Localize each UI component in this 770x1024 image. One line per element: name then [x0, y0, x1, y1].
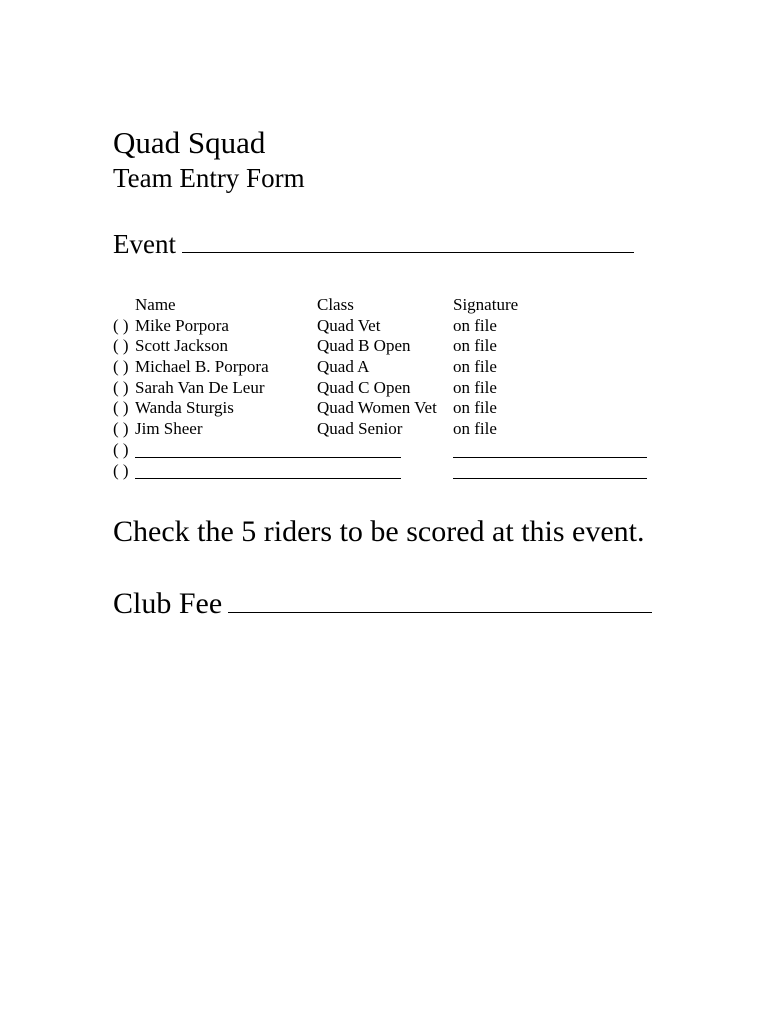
- event-input-line[interactable]: [182, 228, 634, 253]
- rider-name: Scott Jackson: [135, 336, 229, 356]
- blank-name-line[interactable]: [135, 464, 401, 479]
- rider-name: Jim Sheer: [135, 419, 203, 439]
- rider-signature: on file: [453, 398, 497, 418]
- rider-class: Quad Women Vet: [317, 398, 437, 418]
- blank-signature-line[interactable]: [453, 464, 647, 479]
- rider-name: Mike Porpora: [135, 315, 229, 335]
- rider-checkbox[interactable]: ( ): [113, 315, 129, 335]
- form-subtitle: Team Entry Form: [113, 163, 305, 193]
- rider-signature: on file: [453, 315, 497, 335]
- header-class: Class: [317, 295, 354, 314]
- rider-signature: on file: [453, 336, 497, 356]
- rider-checkbox[interactable]: ( ): [113, 398, 129, 418]
- blank-signature-line[interactable]: [453, 443, 647, 458]
- rider-checkbox[interactable]: ( ): [113, 419, 129, 439]
- rider-checkbox[interactable]: ( ): [113, 377, 129, 397]
- rider-checkbox[interactable]: ( ): [113, 336, 129, 356]
- rider-class: Quad Senior: [317, 419, 403, 439]
- club-fee-field: [113, 585, 652, 623]
- rider-signature: on file: [453, 419, 497, 439]
- scoring-instruction: Check the 5 riders to be scored at this event.: [113, 515, 645, 548]
- header-name: Name: [135, 295, 176, 314]
- rider-signature: on file: [453, 357, 497, 377]
- event-field: [113, 227, 634, 261]
- rider-name: Wanda Sturgis: [135, 398, 234, 418]
- rider-checkbox[interactable]: ( ): [113, 439, 129, 459]
- rider-signature: on file: [453, 377, 497, 397]
- club-fee-label: Club Fee: [113, 587, 223, 620]
- rider-class: Quad A: [317, 357, 370, 377]
- rider-class: Quad Vet: [317, 315, 381, 335]
- event-label: Event: [113, 229, 176, 259]
- rider-checkbox[interactable]: ( ): [113, 460, 129, 480]
- header-signature: Signature: [453, 295, 519, 314]
- rider-name: Michael B. Porpora: [135, 357, 269, 377]
- form-title: Quad Squad: [113, 125, 266, 160]
- rider-class: Quad C Open: [317, 377, 411, 397]
- rider-checkbox[interactable]: ( ): [113, 357, 129, 377]
- rider-class: Quad B Open: [317, 336, 411, 356]
- blank-name-line[interactable]: [135, 443, 401, 458]
- club-fee-input-line[interactable]: [228, 586, 652, 613]
- rider-name: Sarah Van De Leur: [135, 377, 265, 397]
